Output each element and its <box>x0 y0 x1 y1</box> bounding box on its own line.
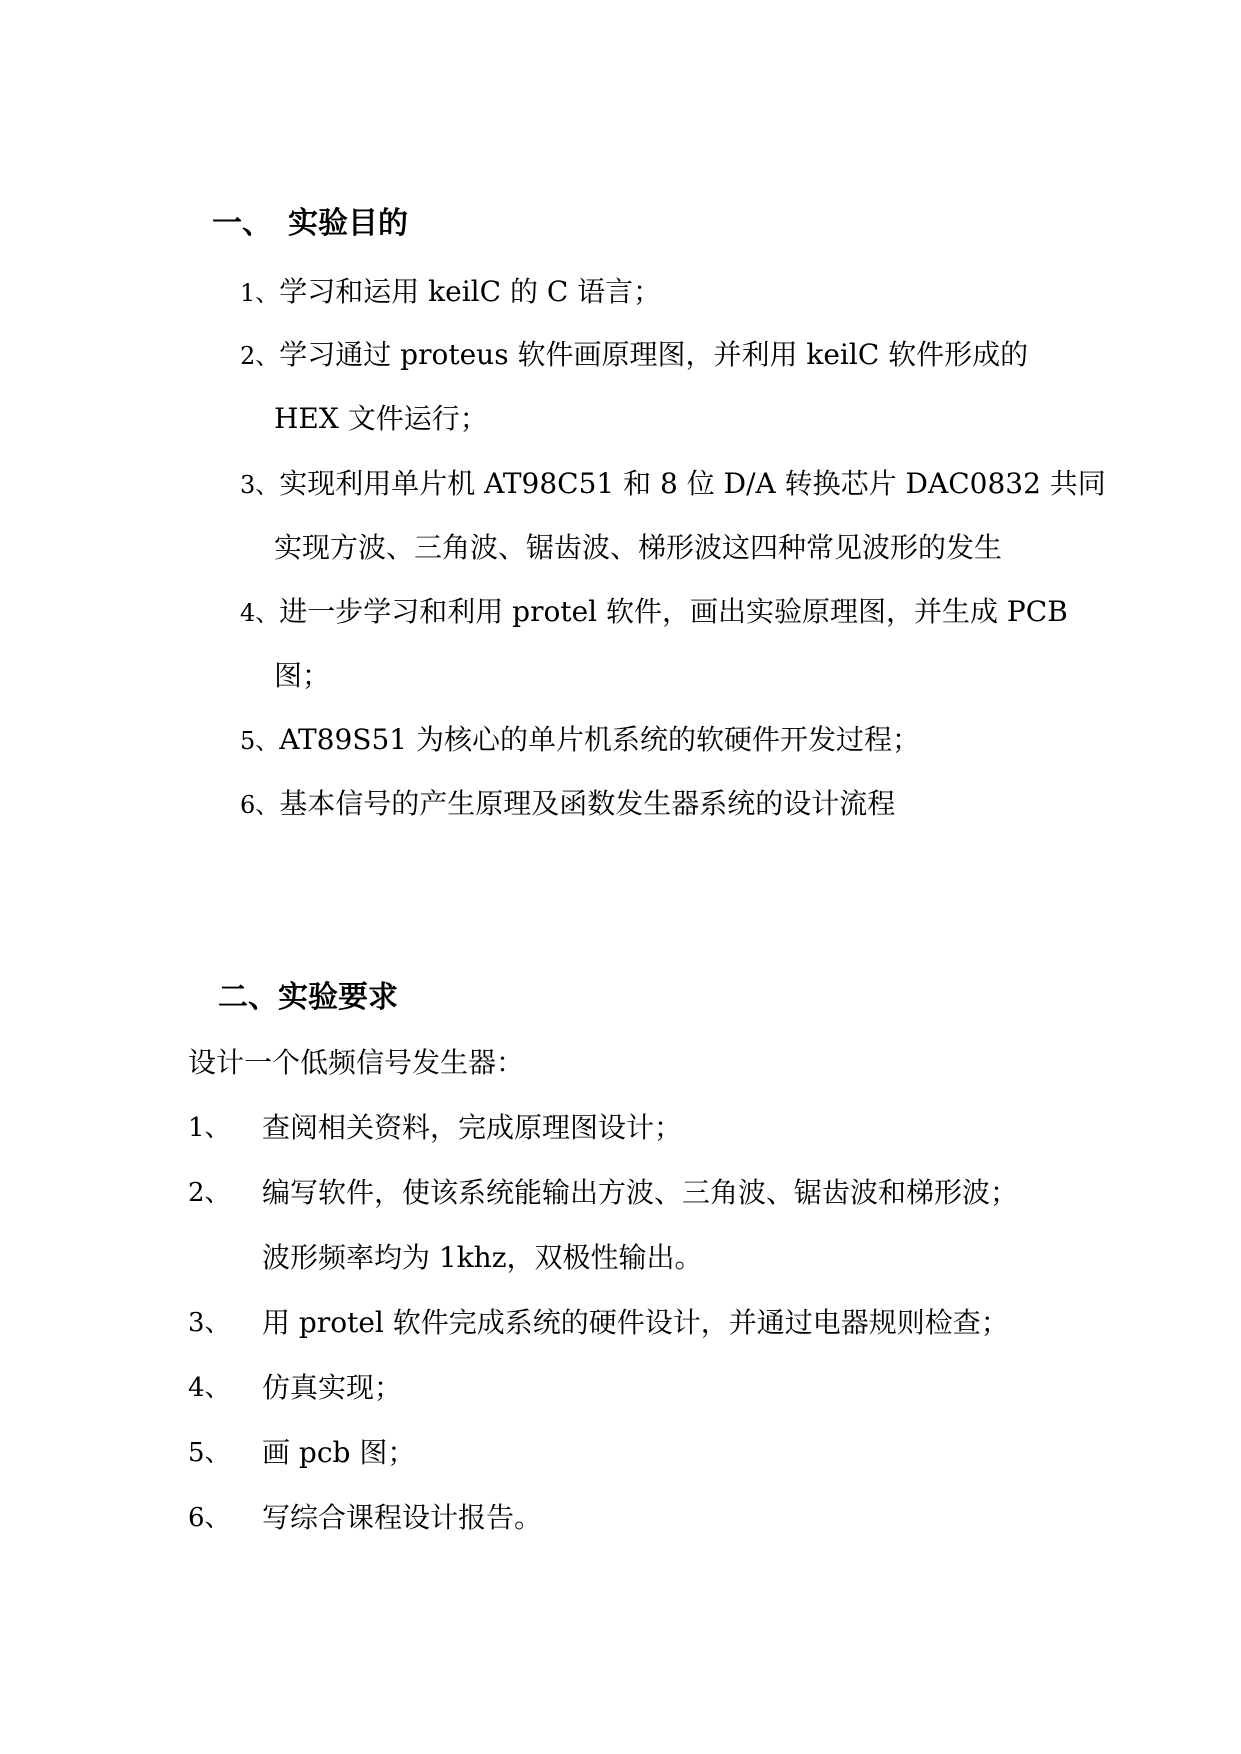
section1-number: 一、 <box>212 206 272 241</box>
section2-item-4: 仿真实现； <box>262 1371 403 1404</box>
section1-item-1: 1、学习和运用 keilC 的 C 语言； <box>240 275 662 308</box>
section2-item-2: 编写软件，使该系统能输出方波、三角波、锯齿波和梯形波； <box>262 1176 1019 1209</box>
section2-heading: 二、实验要求 <box>218 980 398 1015</box>
section2-item-5-number: 5、 <box>188 1438 231 1468</box>
section2-item-3: 用 protel 软件完成系统的硬件设计，并通过电器规则检查； <box>262 1306 1009 1339</box>
section2-item-2-number: 2、 <box>188 1178 231 1208</box>
section2-item-3-number: 3、 <box>188 1308 231 1338</box>
section1-heading <box>212 205 272 243</box>
section1-item-4-cont: 图； <box>274 659 331 692</box>
section2-item-6: 写综合课程设计报告。 <box>262 1501 543 1534</box>
section2-item-6-number: 6、 <box>188 1503 231 1533</box>
section2-item-1: 查阅相关资料，完成原理图设计； <box>262 1111 683 1144</box>
section1-item-6: 6、基本信号的产生原理及函数发生器系统的设计流程 <box>240 787 896 820</box>
section1-item-3: 3、实现利用单片机 AT98C51 和 8 位 D/A 转换芯片 DAC0832 共同 <box>240 467 1106 500</box>
section2-item-5: 画 pcb 图； <box>262 1436 416 1469</box>
section2-item-1-number: 1、 <box>188 1113 231 1143</box>
section1-item-2-cont: HEX 文件运行； <box>274 402 488 435</box>
section2-item-2-cont: 波形频率均为 1khz，双极性输出。 <box>262 1241 703 1274</box>
section2-intro: 设计一个低频信号发生器： <box>188 1046 525 1079</box>
section1-item-5: 5、AT89S51 为核心的单片机系统的软硬件开发过程； <box>240 723 920 756</box>
section1-item-3-cont: 实现方波、三角波、锯齿波、梯形波这四种常见波形的发生 <box>274 531 1003 564</box>
section1-item-2: 2、学习通过 proteus 软件画原理图，并利用 keilC 软件形成的 <box>240 338 1029 371</box>
section1-title: 实验目的 <box>288 206 408 241</box>
section1-item-4: 4、进一步学习和利用 protel 软件，画出实验原理图，并生成 PCB <box>240 595 1068 628</box>
section2-item-4-number: 4、 <box>188 1373 231 1403</box>
